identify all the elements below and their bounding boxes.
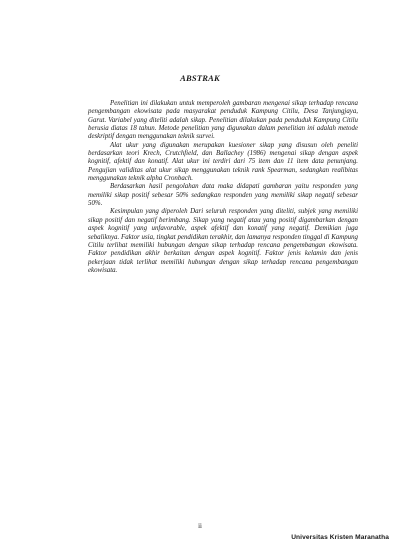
abstract-paragraph-4: Kesimpulan yang diperoleh Dari seluruh responden yang diteliti, subjek yang memiliki sikap positif dan negatif berimbang. Sikap yang negatif atau yang positif digambarkan dengan aspek kognitif yang unfavorable, aspek afektif dan konatif yang negatif. Demikian juga sebaliknya. Faktor usia, tingkat pendidikan terakhir, dan lamanya responden tinggal di Kampung Citilu terlihat memiliki hubungan dengan sikap terhadap rencana pengembangan ekowisata. Faktor pendidikan akhir berkaitan dengan aspek kognitif. Faktor jenis kelamin dan jenis pekerjaan tidak terlihat memiliki hubungan dengan sikap terhadap rencana pengembangan ekowisata. xyxy=(88,208,358,274)
page-title: ABSTRAK xyxy=(180,73,220,83)
abstract-paragraph-1: Penelitian ini dilakukan untuk memperoleh gambaran mengenai sikap terhadap rencana pengembangan ekowisata pada masyarakat penduduk Kampung Citilu, Desa Tanjungjaya, Garut. Variabel yang diteliti adalah sikap. Penelitian dilakukan pada penduduk Kampung Citilu berusia diatas 18 tahun. Metode penelitian yang digunakan dalam penelitian ini adalah metode deskriptif dengan menggunakan teknik survei. xyxy=(88,100,358,141)
abstract-paragraph-3: Berdasarkan hasil pengolahan data maka didapati gambaran yaitu responden yang memiliki sikap positif sebesar 50% sedangkan responden yang memiliki sikap negatif sebesar 50%. xyxy=(88,183,358,208)
abstract-paragraph-2: Alat ukur yang digunakan merupakan kuesioner sikap yang disusun oleh peneliti berdasarkan teori Krech, Crutchfield, dan Ballachey (1986) mengenai sikap dengan aspek kognitif, afektif dan konatif. Alat ukur ini terdiri dari 75 item dan 11 item data penunjang. Pengujian validitas alat ukur sikap menggunakan teknik rank Spearman, sedangkan realibitas menggunakan teknik alpha Cronbach. xyxy=(88,141,358,183)
abstract-body xyxy=(88,100,358,275)
page-number: ii xyxy=(198,523,202,530)
university-watermark: Universitas Kristen Maranatha xyxy=(291,534,389,541)
